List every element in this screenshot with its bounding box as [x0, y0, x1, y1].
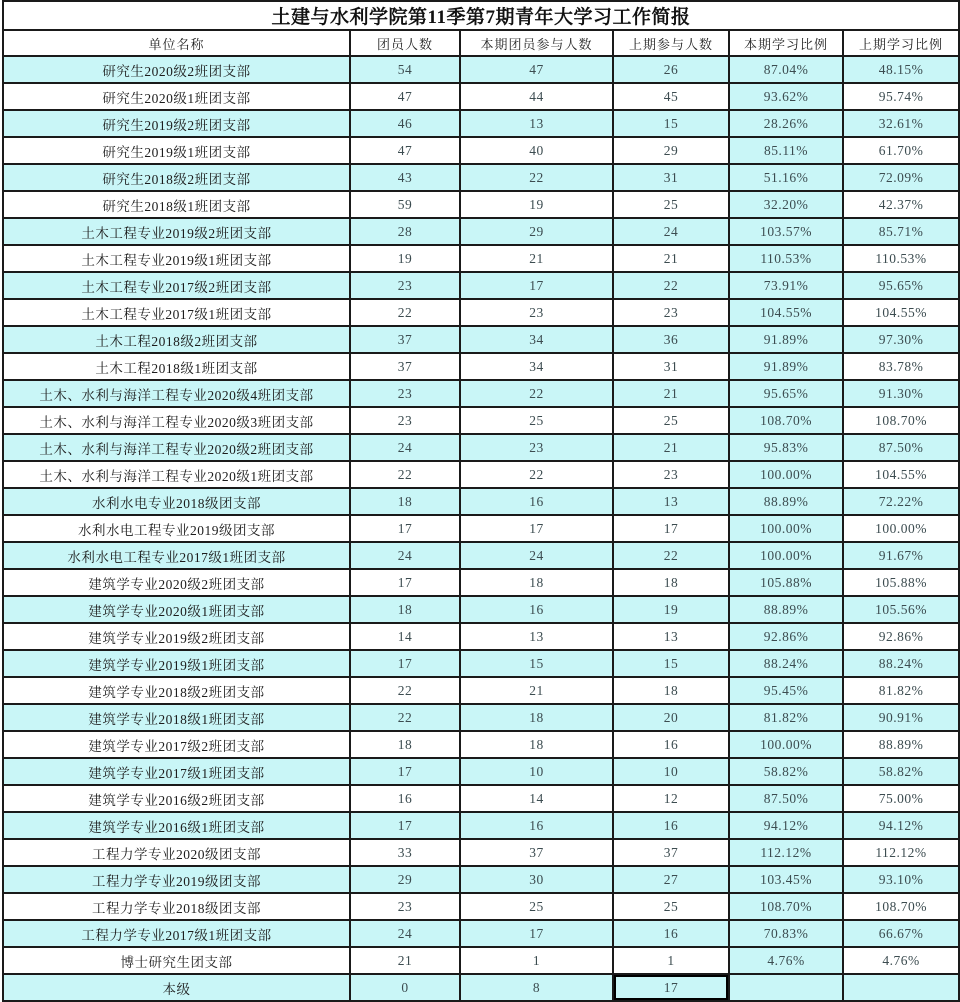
table-row [3, 650, 959, 677]
previous-ratio-cell: 105.88% [843, 569, 959, 596]
previous-ratio-cell: 108.70% [843, 893, 959, 920]
unit-name-cell: 建筑学专业2018级1班团支部 [3, 704, 350, 731]
unit-name-cell: 土木工程专业2019级2班团支部 [3, 218, 350, 245]
unit-name-cell: 土木工程专业2017级2班团支部 [3, 272, 350, 299]
member-count-cell: 47 [350, 137, 460, 164]
member-count-cell: 22 [350, 677, 460, 704]
previous-ratio-cell: 83.78% [843, 353, 959, 380]
previous-participants-cell: 16 [613, 920, 729, 947]
current-participants-cell: 15 [460, 650, 613, 677]
current-ratio-cell: 51.16% [729, 164, 843, 191]
member-count-cell: 37 [350, 326, 460, 353]
member-count-cell: 46 [350, 110, 460, 137]
unit-name-cell: 研究生2018级2班团支部 [3, 164, 350, 191]
table-row [3, 812, 959, 839]
table-row [3, 596, 959, 623]
table-row [3, 731, 959, 758]
previous-ratio-cell: 88.89% [843, 731, 959, 758]
unit-name-cell: 工程力学专业2018级团支部 [3, 893, 350, 920]
table-row [3, 83, 959, 110]
previous-ratio-cell: 94.12% [843, 812, 959, 839]
page-title: 土建与水利学院第11季第7期青年大学习工作简报 [3, 1, 959, 30]
current-ratio-cell: 103.45% [729, 866, 843, 893]
table-row [3, 623, 959, 650]
member-count-cell: 18 [350, 731, 460, 758]
table-row [3, 461, 959, 488]
table-body [3, 56, 959, 1001]
unit-name-cell: 博士研究生团支部 [3, 947, 350, 974]
column-header-unit-name: 单位名称 [3, 30, 350, 56]
current-participants-cell: 24 [460, 542, 613, 569]
column-header-member-count: 团员人数 [350, 30, 460, 56]
member-count-cell: 24 [350, 434, 460, 461]
current-participants-cell: 44 [460, 83, 613, 110]
previous-participants-cell: 27 [613, 866, 729, 893]
previous-participants-cell: 10 [613, 758, 729, 785]
current-ratio-cell: 88.24% [729, 650, 843, 677]
member-count-cell: 17 [350, 515, 460, 542]
table-row [3, 272, 959, 299]
previous-ratio-cell: 93.10% [843, 866, 959, 893]
current-participants-cell: 16 [460, 596, 613, 623]
current-participants-cell: 23 [460, 299, 613, 326]
member-count-cell: 37 [350, 353, 460, 380]
previous-ratio-cell: 104.55% [843, 299, 959, 326]
header-row [3, 30, 959, 56]
unit-name-cell: 土木、水利与海洋工程专业2020级2班团支部 [3, 434, 350, 461]
previous-participants-cell: 23 [613, 461, 729, 488]
member-count-cell: 23 [350, 407, 460, 434]
current-participants-cell: 16 [460, 812, 613, 839]
previous-ratio-cell [843, 974, 959, 1001]
current-ratio-cell: 70.83% [729, 920, 843, 947]
current-ratio-cell: 95.65% [729, 380, 843, 407]
table-row [3, 110, 959, 137]
current-ratio-cell: 108.70% [729, 893, 843, 920]
table-row [3, 56, 959, 83]
table-row [3, 866, 959, 893]
member-count-cell: 29 [350, 866, 460, 893]
member-count-cell: 22 [350, 704, 460, 731]
unit-name-cell: 建筑学专业2019级1班团支部 [3, 650, 350, 677]
unit-name-cell: 水利水电工程专业2017级1班团支部 [3, 542, 350, 569]
previous-participants-cell: 26 [613, 56, 729, 83]
unit-name-cell: 建筑学专业2016级1班团支部 [3, 812, 350, 839]
member-count-cell: 28 [350, 218, 460, 245]
table-row [3, 434, 959, 461]
previous-participants-cell: 36 [613, 326, 729, 353]
current-participants-cell: 25 [460, 893, 613, 920]
unit-name-cell: 土木、水利与海洋工程专业2020级3班团支部 [3, 407, 350, 434]
unit-name-cell: 土木工程专业2017级1班团支部 [3, 299, 350, 326]
previous-ratio-cell: 87.50% [843, 434, 959, 461]
previous-ratio-cell: 72.09% [843, 164, 959, 191]
previous-participants-cell: 21 [613, 380, 729, 407]
current-ratio-cell: 28.26% [729, 110, 843, 137]
member-count-cell: 24 [350, 542, 460, 569]
current-ratio-cell: 94.12% [729, 812, 843, 839]
previous-ratio-cell: 104.55% [843, 461, 959, 488]
previous-participants-cell: 16 [613, 731, 729, 758]
table-row [3, 245, 959, 272]
previous-participants-cell: 25 [613, 893, 729, 920]
member-count-cell: 18 [350, 488, 460, 515]
previous-ratio-cell: 88.24% [843, 650, 959, 677]
previous-participants-cell: 24 [613, 218, 729, 245]
unit-name-cell: 研究生2019级1班团支部 [3, 137, 350, 164]
table-row [3, 704, 959, 731]
current-ratio-cell: 81.82% [729, 704, 843, 731]
current-participants-cell: 34 [460, 353, 613, 380]
table-row [3, 407, 959, 434]
current-participants-cell: 18 [460, 569, 613, 596]
current-ratio-cell: 108.70% [729, 407, 843, 434]
current-ratio-cell: 110.53% [729, 245, 843, 272]
previous-participants-cell: 18 [613, 677, 729, 704]
column-header-previous-ratio: 上期学习比例 [843, 30, 959, 56]
current-participants-cell: 21 [460, 677, 613, 704]
current-ratio-cell: 92.86% [729, 623, 843, 650]
current-ratio-cell: 4.76% [729, 947, 843, 974]
current-participants-cell: 22 [460, 380, 613, 407]
unit-name-cell: 土木工程2018级2班团支部 [3, 326, 350, 353]
current-participants-cell: 1 [460, 947, 613, 974]
column-header-current-participants: 本期团员参与人数 [460, 30, 613, 56]
title-row [3, 1, 959, 30]
member-count-cell: 43 [350, 164, 460, 191]
previous-ratio-cell: 72.22% [843, 488, 959, 515]
table-row [3, 299, 959, 326]
member-count-cell: 16 [350, 785, 460, 812]
previous-ratio-cell: 61.70% [843, 137, 959, 164]
unit-name-cell: 水利水电工程专业2019级团支部 [3, 515, 350, 542]
current-ratio-cell: 32.20% [729, 191, 843, 218]
table-row [3, 515, 959, 542]
previous-participants-cell: 16 [613, 812, 729, 839]
previous-ratio-cell: 42.37% [843, 191, 959, 218]
current-ratio-cell: 91.89% [729, 326, 843, 353]
unit-name-cell: 土木工程专业2019级1班团支部 [3, 245, 350, 272]
previous-participants-cell: 31 [613, 353, 729, 380]
current-ratio-cell: 85.11% [729, 137, 843, 164]
previous-participants-cell: 22 [613, 542, 729, 569]
unit-name-cell: 工程力学专业2017级1班团支部 [3, 920, 350, 947]
unit-name-cell: 研究生2019级2班团支部 [3, 110, 350, 137]
current-participants-cell: 8 [460, 974, 613, 1001]
member-count-cell: 17 [350, 812, 460, 839]
previous-ratio-cell: 110.53% [843, 245, 959, 272]
unit-name-cell: 建筑学专业2016级2班团支部 [3, 785, 350, 812]
current-participants-cell: 23 [460, 434, 613, 461]
unit-name-cell: 建筑学专业2020级1班团支部 [3, 596, 350, 623]
member-count-cell: 19 [350, 245, 460, 272]
table-row [3, 326, 959, 353]
current-ratio-cell: 100.00% [729, 461, 843, 488]
previous-participants-cell: 25 [613, 407, 729, 434]
table-row [3, 893, 959, 920]
unit-name-cell: 土木工程2018级1班团支部 [3, 353, 350, 380]
unit-name-cell: 建筑学专业2019级2班团支部 [3, 623, 350, 650]
previous-participants-cell: 45 [613, 83, 729, 110]
current-ratio-cell: 100.00% [729, 515, 843, 542]
current-ratio-cell: 105.88% [729, 569, 843, 596]
table-row [3, 380, 959, 407]
member-count-cell: 59 [350, 191, 460, 218]
previous-ratio-cell: 90.91% [843, 704, 959, 731]
previous-ratio-cell: 105.56% [843, 596, 959, 623]
member-count-cell: 17 [350, 650, 460, 677]
table-row [3, 488, 959, 515]
previous-ratio-cell: 108.70% [843, 407, 959, 434]
previous-ratio-cell: 85.71% [843, 218, 959, 245]
previous-ratio-cell: 75.00% [843, 785, 959, 812]
current-participants-cell: 40 [460, 137, 613, 164]
table-row [3, 218, 959, 245]
previous-participants-cell: 17 [613, 974, 729, 1001]
table-row [3, 785, 959, 812]
previous-ratio-cell: 95.74% [843, 83, 959, 110]
current-ratio-cell: 88.89% [729, 488, 843, 515]
previous-participants-cell: 18 [613, 569, 729, 596]
previous-participants-cell: 19 [613, 596, 729, 623]
current-ratio-cell: 95.45% [729, 677, 843, 704]
member-count-cell: 17 [350, 758, 460, 785]
current-participants-cell: 18 [460, 731, 613, 758]
table-row [3, 164, 959, 191]
current-participants-cell: 16 [460, 488, 613, 515]
previous-participants-cell: 25 [613, 191, 729, 218]
table-row [3, 542, 959, 569]
previous-participants-cell: 31 [613, 164, 729, 191]
previous-ratio-cell: 58.82% [843, 758, 959, 785]
column-header-current-ratio: 本期学习比例 [729, 30, 843, 56]
unit-name-cell: 研究生2020级1班团支部 [3, 83, 350, 110]
previous-ratio-cell: 81.82% [843, 677, 959, 704]
member-count-cell: 0 [350, 974, 460, 1001]
current-participants-cell: 19 [460, 191, 613, 218]
previous-participants-cell: 13 [613, 488, 729, 515]
unit-name-cell: 建筑学专业2020级2班团支部 [3, 569, 350, 596]
table-row [3, 353, 959, 380]
previous-participants-cell: 21 [613, 434, 729, 461]
current-participants-cell: 17 [460, 272, 613, 299]
current-participants-cell: 29 [460, 218, 613, 245]
previous-ratio-cell: 91.67% [843, 542, 959, 569]
current-participants-cell: 47 [460, 56, 613, 83]
table-row [3, 947, 959, 974]
previous-participants-cell: 12 [613, 785, 729, 812]
previous-ratio-cell: 97.30% [843, 326, 959, 353]
table-row [3, 920, 959, 947]
previous-participants-cell: 22 [613, 272, 729, 299]
current-ratio-cell: 104.55% [729, 299, 843, 326]
table-row [3, 839, 959, 866]
member-count-cell: 54 [350, 56, 460, 83]
unit-name-cell: 建筑学专业2017级2班团支部 [3, 731, 350, 758]
member-count-cell: 22 [350, 299, 460, 326]
current-ratio-cell: 87.04% [729, 56, 843, 83]
current-ratio-cell: 100.00% [729, 731, 843, 758]
previous-participants-cell: 23 [613, 299, 729, 326]
table-row [3, 677, 959, 704]
current-ratio-cell: 103.57% [729, 218, 843, 245]
member-count-cell: 22 [350, 461, 460, 488]
table-row [3, 758, 959, 785]
table-row [3, 974, 959, 1001]
current-participants-cell: 10 [460, 758, 613, 785]
current-ratio-cell: 95.83% [729, 434, 843, 461]
previous-participants-cell: 15 [613, 650, 729, 677]
previous-ratio-cell: 95.65% [843, 272, 959, 299]
current-participants-cell: 22 [460, 461, 613, 488]
member-count-cell: 24 [350, 920, 460, 947]
member-count-cell: 17 [350, 569, 460, 596]
unit-name-cell: 土木、水利与海洋工程专业2020级4班团支部 [3, 380, 350, 407]
member-count-cell: 18 [350, 596, 460, 623]
unit-name-cell: 建筑学专业2017级1班团支部 [3, 758, 350, 785]
member-count-cell: 23 [350, 272, 460, 299]
table-row [3, 569, 959, 596]
current-ratio-cell: 58.82% [729, 758, 843, 785]
member-count-cell: 23 [350, 893, 460, 920]
unit-name-cell: 水利水电专业2018级团支部 [3, 488, 350, 515]
table-row [3, 137, 959, 164]
current-ratio-cell: 87.50% [729, 785, 843, 812]
unit-name-cell: 土木、水利与海洋工程专业2020级1班团支部 [3, 461, 350, 488]
previous-ratio-cell: 112.12% [843, 839, 959, 866]
current-participants-cell: 17 [460, 515, 613, 542]
member-count-cell: 23 [350, 380, 460, 407]
previous-ratio-cell: 92.86% [843, 623, 959, 650]
current-participants-cell: 25 [460, 407, 613, 434]
column-header-previous-participants: 上期参与人数 [613, 30, 729, 56]
previous-ratio-cell: 48.15% [843, 56, 959, 83]
previous-participants-cell: 1 [613, 947, 729, 974]
previous-participants-cell: 13 [613, 623, 729, 650]
previous-ratio-cell: 4.76% [843, 947, 959, 974]
unit-name-cell: 研究生2020级2班团支部 [3, 56, 350, 83]
current-ratio-cell: 88.89% [729, 596, 843, 623]
current-ratio-cell: 93.62% [729, 83, 843, 110]
current-participants-cell: 17 [460, 920, 613, 947]
previous-participants-cell: 15 [613, 110, 729, 137]
member-count-cell: 21 [350, 947, 460, 974]
current-participants-cell: 14 [460, 785, 613, 812]
current-participants-cell: 13 [460, 623, 613, 650]
current-participants-cell: 30 [460, 866, 613, 893]
report-table [2, 0, 960, 1002]
current-ratio-cell: 100.00% [729, 542, 843, 569]
member-count-cell: 33 [350, 839, 460, 866]
unit-name-cell: 建筑学专业2018级2班团支部 [3, 677, 350, 704]
unit-name-cell: 研究生2018级1班团支部 [3, 191, 350, 218]
current-ratio-cell [729, 974, 843, 1001]
unit-name-cell: 本级 [3, 974, 350, 1001]
member-count-cell: 47 [350, 83, 460, 110]
previous-participants-cell: 17 [613, 515, 729, 542]
current-participants-cell: 37 [460, 839, 613, 866]
previous-ratio-cell: 100.00% [843, 515, 959, 542]
current-ratio-cell: 91.89% [729, 353, 843, 380]
member-count-cell: 14 [350, 623, 460, 650]
current-ratio-cell: 112.12% [729, 839, 843, 866]
previous-participants-cell: 21 [613, 245, 729, 272]
current-participants-cell: 34 [460, 326, 613, 353]
current-participants-cell: 21 [460, 245, 613, 272]
previous-participants-cell: 20 [613, 704, 729, 731]
previous-participants-cell: 37 [613, 839, 729, 866]
table-row [3, 191, 959, 218]
unit-name-cell: 工程力学专业2019级团支部 [3, 866, 350, 893]
current-ratio-cell: 73.91% [729, 272, 843, 299]
current-participants-cell: 18 [460, 704, 613, 731]
previous-ratio-cell: 66.67% [843, 920, 959, 947]
current-participants-cell: 22 [460, 164, 613, 191]
previous-ratio-cell: 32.61% [843, 110, 959, 137]
previous-ratio-cell: 91.30% [843, 380, 959, 407]
current-participants-cell: 13 [460, 110, 613, 137]
previous-participants-cell: 29 [613, 137, 729, 164]
unit-name-cell: 工程力学专业2020级团支部 [3, 839, 350, 866]
